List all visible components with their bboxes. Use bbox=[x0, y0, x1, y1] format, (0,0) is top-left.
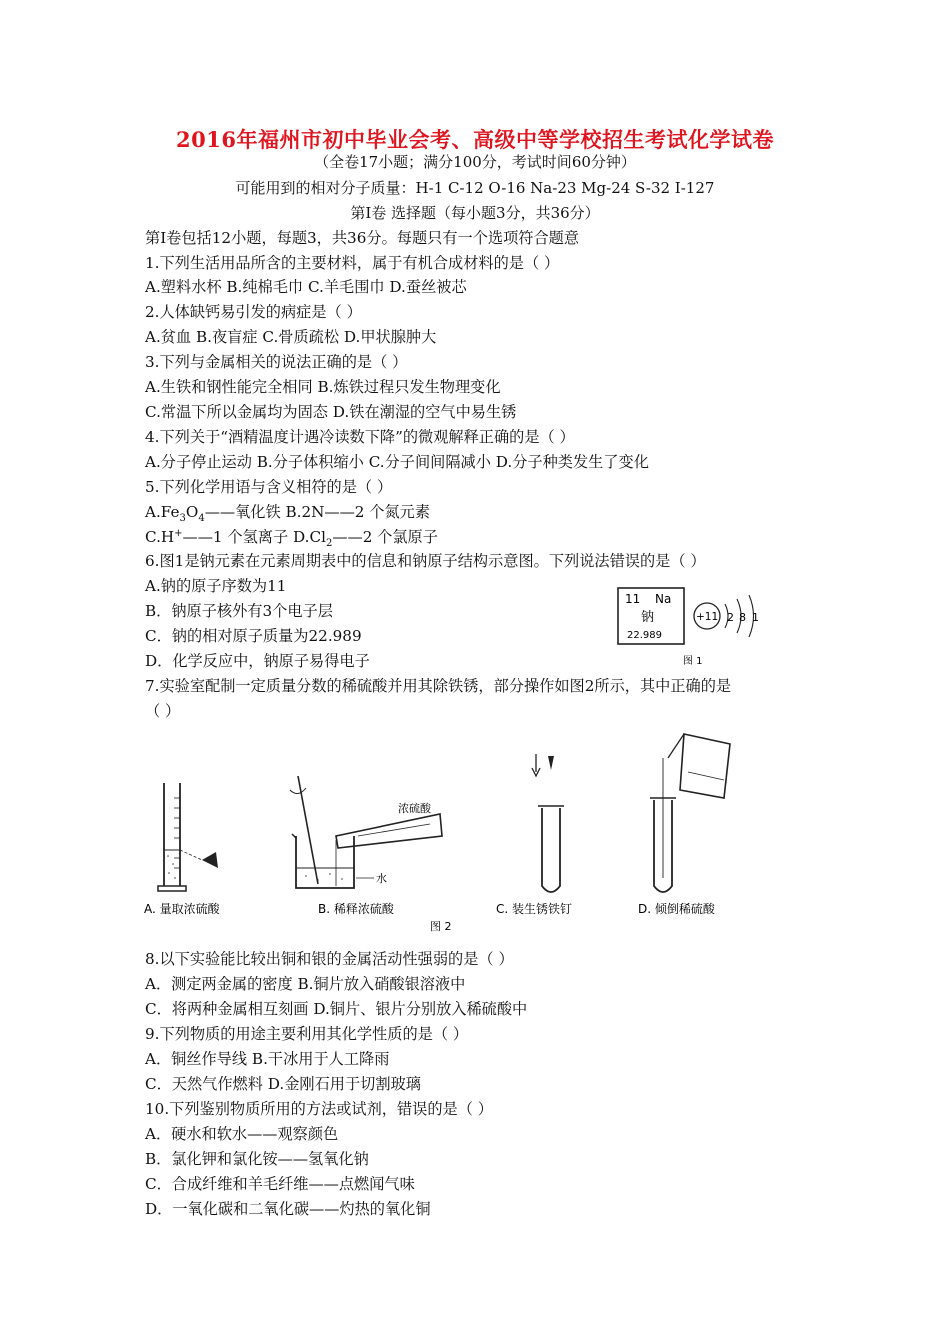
q5-c-sub: 2 bbox=[325, 538, 333, 550]
shell-electrons-3: 1 bbox=[752, 611, 759, 624]
question-8-options-ab: A．测定两金属的密度 B.铜片放入硝酸银溶液中 bbox=[145, 975, 466, 993]
figure-1-caption: 图 1 bbox=[683, 656, 703, 667]
section-heading: 第Ⅰ卷 选择题（每小题3分，共36分） bbox=[350, 204, 600, 222]
q5-c-prefix: C.H bbox=[145, 528, 175, 546]
question-8-stem: 8.以下实验能比较出铜和银的金属活动性强弱的是（ ） bbox=[145, 950, 514, 968]
question-3-options-cd: C.常温下所以金属均为固态 D.铁在潮湿的空气中易生锈 bbox=[145, 403, 517, 421]
q5-a-sub2: 4 bbox=[198, 513, 205, 525]
fig2-caption-d: D. 倾倒稀硫酸 bbox=[638, 902, 715, 916]
fig2-a-cylinder bbox=[158, 783, 218, 891]
question-5-options-ab bbox=[145, 501, 430, 524]
fig2-label-water: 水 bbox=[376, 872, 387, 885]
question-5-stem: 5.下列化学用语与含义相符的是（ ） bbox=[145, 478, 393, 496]
question-6-option-a: A.钠的原子序数为11 bbox=[145, 577, 287, 595]
element-name: 钠 bbox=[641, 610, 655, 625]
question-8-options-cd: C．将两种金属相互刻画 D.铜片、银片分别放入稀硫酸中 bbox=[145, 1000, 528, 1018]
section-intro: 第Ⅰ卷包括12小题，每题3，共36分。每题只有一个选项符合题意 bbox=[145, 229, 580, 247]
element-symbol: Na bbox=[655, 592, 672, 606]
question-9-options-ab: A．铜丝作导线 B.干冰用于人工降雨 bbox=[145, 1050, 390, 1068]
page-title: 2016年福州市初中毕业会考、高级中等学校招生考试化学试卷 bbox=[176, 127, 774, 152]
eye-icon bbox=[202, 852, 218, 868]
question-6-option-d: D．化学反应中，钠原子易得电子 bbox=[145, 652, 370, 670]
figure-2 bbox=[140, 728, 760, 933]
question-5-options-cd bbox=[145, 526, 438, 549]
shell-electrons-2: 8 bbox=[739, 611, 746, 624]
fig2-caption-c: C. 装生锈铁钉 bbox=[496, 902, 573, 916]
figure-1 bbox=[615, 585, 765, 670]
exam-info: （全卷17小题；满分100分，考试时间60分钟） bbox=[314, 153, 636, 171]
figure-2-caption: 图 2 bbox=[430, 920, 452, 933]
fig2-c-test-tube bbox=[532, 754, 564, 892]
question-2-options: A.贫血 B.夜盲症 C.骨质疏松 D.甲状腺肿大 bbox=[145, 328, 437, 346]
q5-a-sub1: 3 bbox=[179, 513, 186, 525]
nucleus-charge: +11 bbox=[696, 611, 719, 623]
q5-c-mid: ——1 个氢离子 D.Cl bbox=[182, 528, 326, 546]
question-1-options: A.塑料水杯 B.纯棉毛巾 C.羊毛围巾 D.蚕丝被芯 bbox=[145, 278, 467, 296]
question-4-options: A.分子停止运动 B.分子体积缩小 C.分子间间隔减小 D.分子种类发生了变化 bbox=[145, 453, 649, 471]
question-7-stem: 7.实验室配制一定质量分数的稀硫酸并用其除铁锈，部分操作如图2所示，其中正确的是 bbox=[145, 677, 732, 695]
element-mass: 22.989 bbox=[627, 630, 662, 641]
fig2-label-acid: 浓硫酸 bbox=[398, 802, 431, 815]
question-10-option-a: A．硬水和软水——观察颜色 bbox=[145, 1125, 339, 1143]
fig2-d-pouring bbox=[650, 734, 730, 892]
fig2-caption-b: B. 稀释浓硫酸 bbox=[318, 902, 394, 916]
q5-a-prefix: A.Fe bbox=[145, 503, 180, 521]
q5-a-rest: ——氧化铁 B.2N——2 个氮元素 bbox=[204, 503, 431, 521]
q5-a-mid: O bbox=[185, 503, 199, 521]
question-9-stem: 9.下列物质的用途主要利用其化学性质的是（ ） bbox=[145, 1025, 469, 1043]
question-10-option-c: C．合成纤维和羊毛纤维——点燃闻气味 bbox=[145, 1175, 415, 1193]
question-9-options-cd: C．天然气作燃料 D.金刚石用于切割玻璃 bbox=[145, 1075, 421, 1093]
question-10-option-b: B．氯化钾和氯化铵——氢氧化钠 bbox=[145, 1150, 369, 1168]
element-number: 11 bbox=[625, 592, 641, 606]
fig2-caption-a: A. 量取浓硫酸 bbox=[144, 902, 220, 916]
nail-icon bbox=[548, 756, 554, 770]
question-7-stem-cont: （ ） bbox=[145, 702, 181, 720]
pouring-beaker bbox=[680, 734, 730, 798]
question-3-stem: 3.下列与金属相关的说法正确的是（ ） bbox=[145, 353, 408, 371]
question-4-stem: 4.下列关于“酒精温度计遇冷读数下降”的微观解释正确的是（ ） bbox=[145, 428, 575, 446]
shell-electrons-1: 2 bbox=[727, 611, 734, 624]
atomic-mass-info: 可能用到的相对分子质量：H-1 C-12 O-16 Na-23 Mg-24 S-32 I-127 bbox=[235, 179, 715, 197]
question-6-option-c: C．钠的相对原子质量为22.989 bbox=[145, 627, 362, 645]
question-10-stem: 10.下列鉴别物质所用的方法或试剂，错误的是（ ） bbox=[145, 1100, 493, 1118]
question-3-options-ab: A.生铁和钢性能完全相同 B.炼铁过程只发生物理变化 bbox=[145, 378, 501, 396]
question-10-option-d: D．一氧化碳和二氧化碳——灼热的氧化铜 bbox=[145, 1200, 431, 1218]
question-6-option-b: B．钠原子核外有3个电子层 bbox=[145, 602, 333, 620]
q5-c-sup: + bbox=[174, 527, 183, 539]
question-2-stem: 2.人体缺钙易引发的病症是（ ） bbox=[145, 303, 362, 321]
question-1-stem: 1.下列生活用品所含的主要材料，属于有机合成材料的是（ ） bbox=[145, 254, 560, 272]
fig2-b-beaker bbox=[290, 776, 442, 888]
q5-c-rest: ——2 个氯原子 bbox=[332, 528, 438, 546]
question-6-stem: 6.图1是钠元素在元素周期表中的信息和钠原子结构示意图。下列说法错误的是（ ） bbox=[145, 552, 706, 570]
